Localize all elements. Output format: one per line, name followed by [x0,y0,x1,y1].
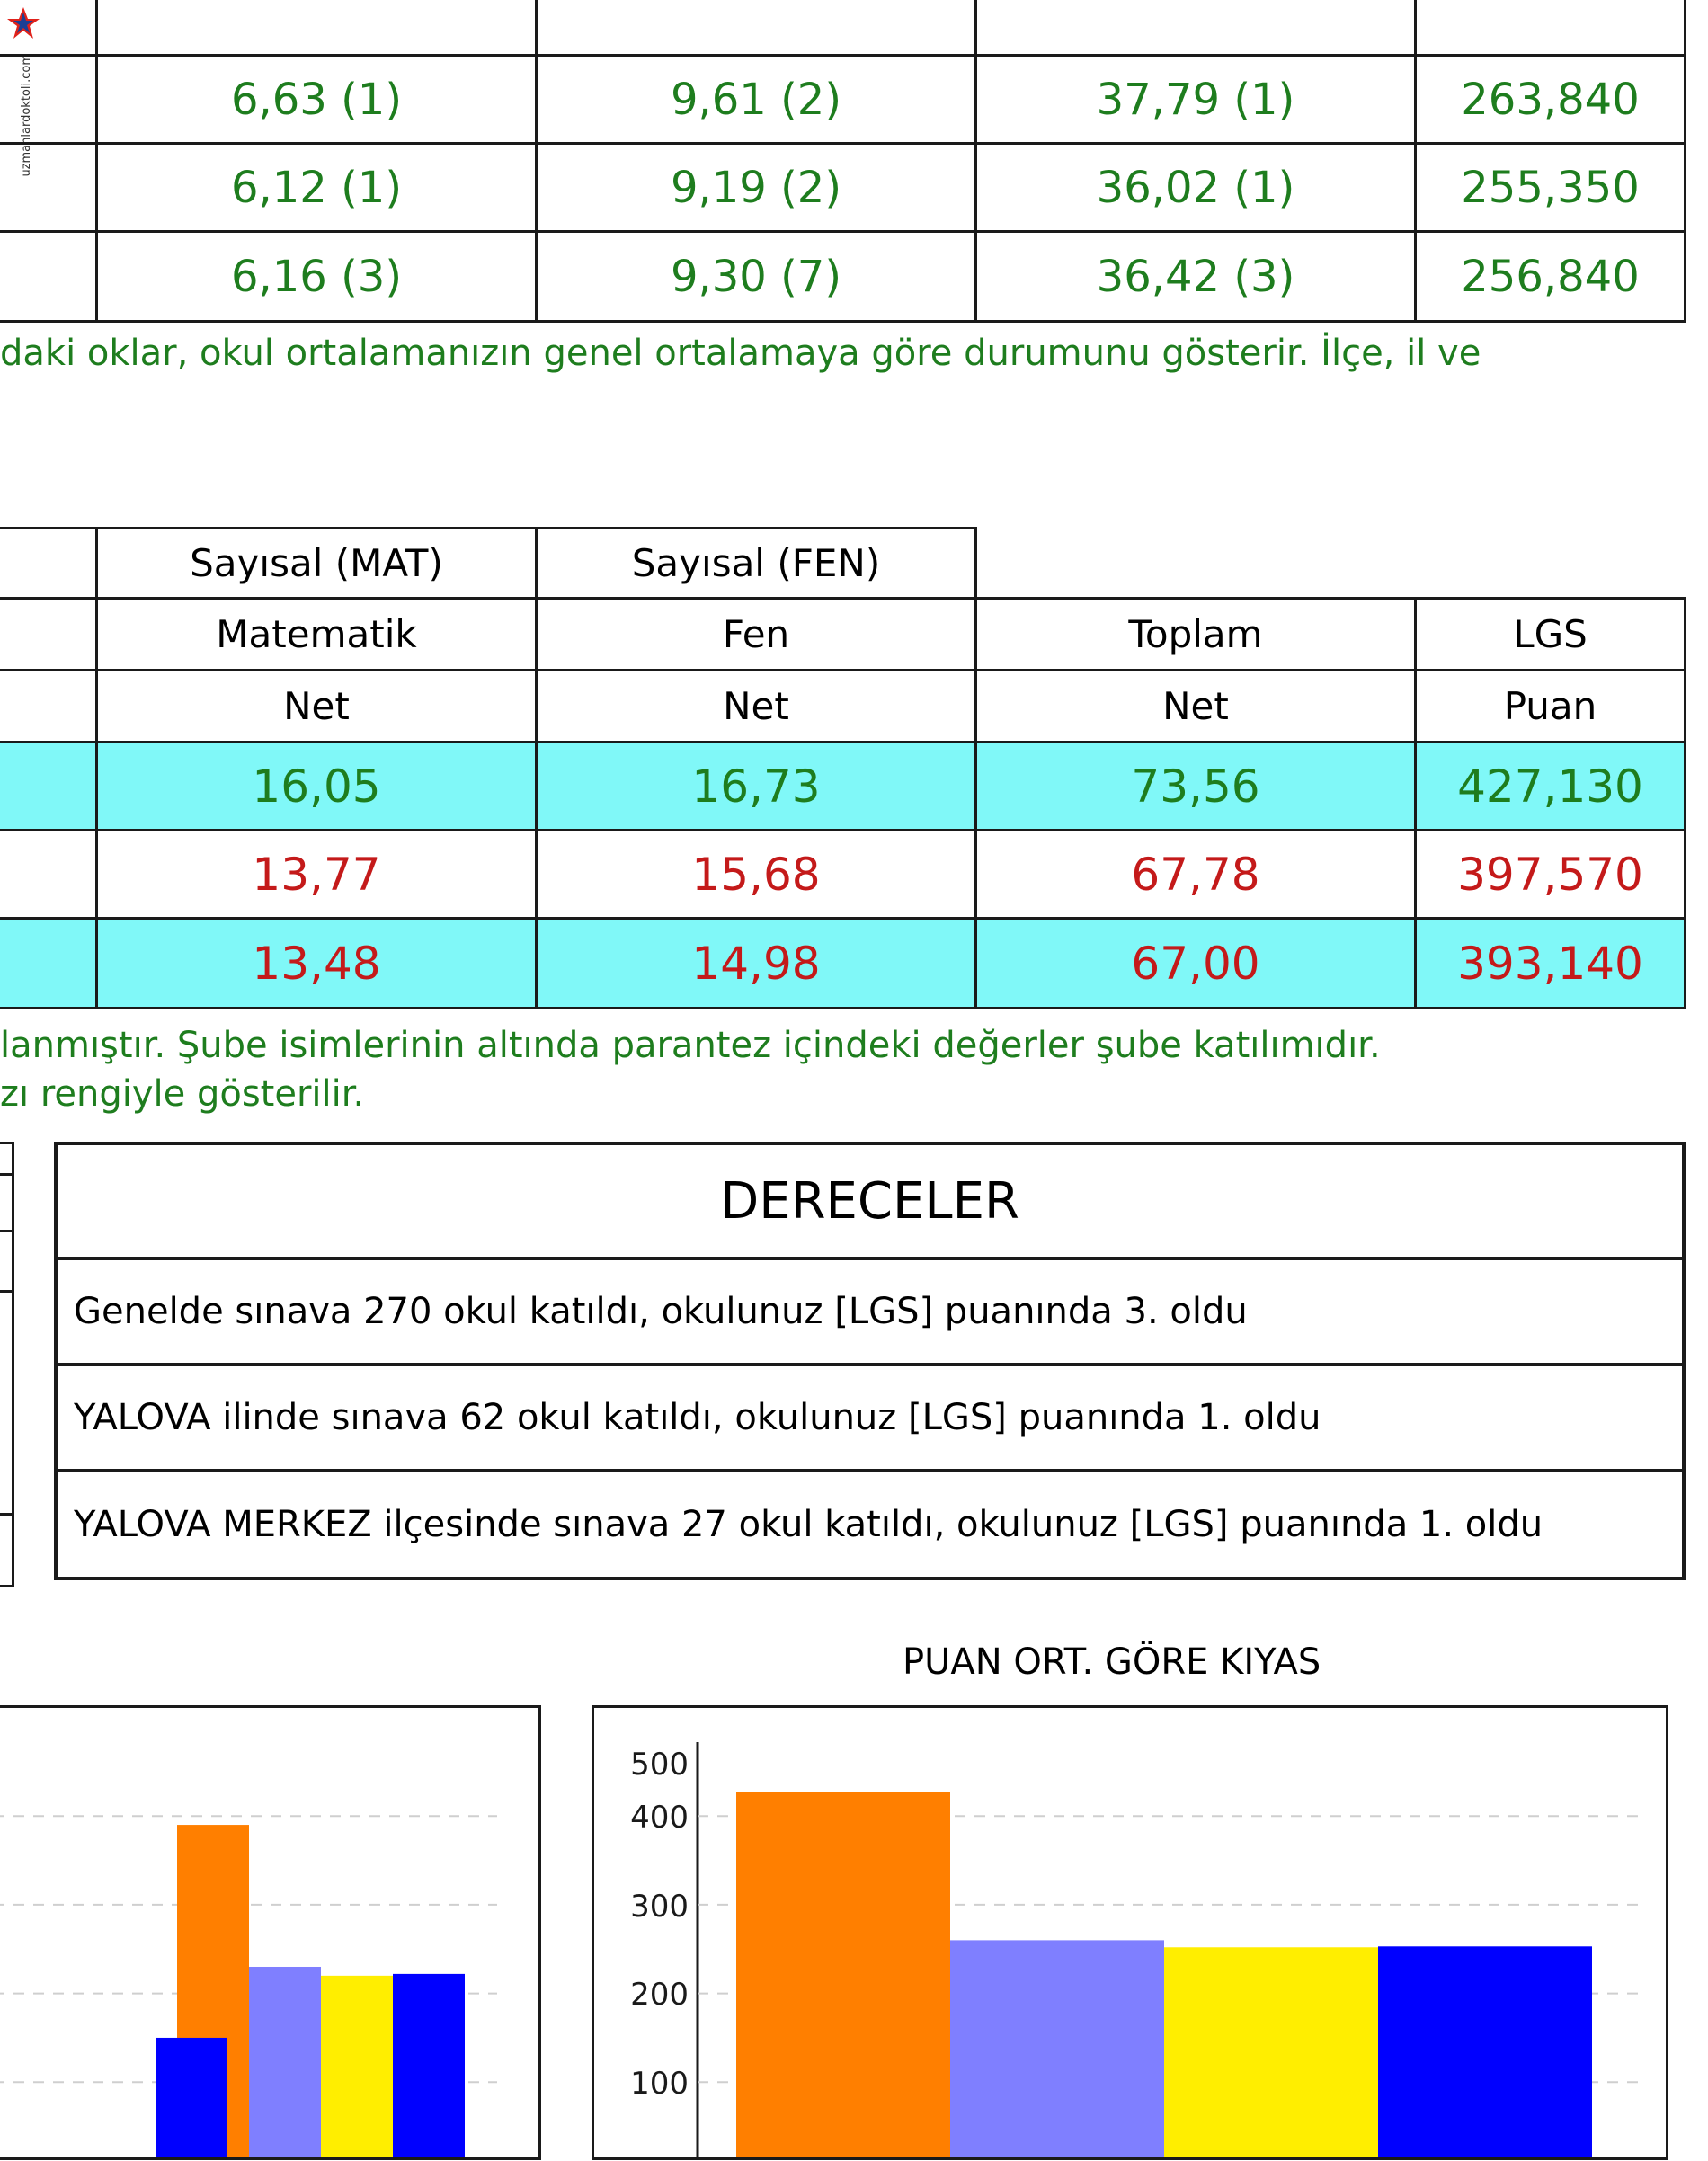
y-tick-label: 400 [630,1800,689,1836]
bar [321,1976,393,2157]
explanation-note: lanmıştır. Şube isimlerinin altında parantez içindeki değerler şube katılımıdır. [0,1025,1381,1066]
cell: 6,63 (1) [97,56,537,144]
table-row [0,919,1686,1009]
cell: 263,840 [1416,56,1686,144]
table-row [0,144,1686,232]
group-header-row [0,529,1686,599]
cell: 15,68 [537,831,976,919]
cell: 256,840 [1416,232,1686,322]
chart-title: PUAN ORT. GÖRE KIYAS [903,1641,1321,1683]
cell: 255,350 [1416,144,1686,232]
dereceler-title: DERECELER [56,1143,1684,1258]
table-row [0,232,1686,322]
explanation-note: daki oklar, okul ortalamanızın genel ortalamaya göre durumunu gösterir. İlçe, il ve [0,333,1481,374]
right-chart-svg [594,1708,1666,2157]
y-tick-label: 300 [630,1889,689,1925]
cell: 36,42 (3) [976,232,1416,322]
cell: 14,98 [537,919,976,1009]
cell: 16,73 [537,743,976,831]
ranking-line: YALOVA ilinde sınava 62 okul katıldı, okulunuz [LGS] puanında 1. oldu [56,1365,1684,1471]
left-bar-chart [0,1705,541,2160]
cell: 16,05 [97,743,537,831]
y-tick-label: 100 [630,2066,689,2102]
left-chart-svg [0,1708,538,2157]
cell: 9,19 (2) [537,144,976,232]
unit-header-row [0,671,1686,743]
bar [736,1792,950,2157]
score-comparison-chart [592,1705,1668,2160]
bar [249,1967,321,2157]
table-header-row-cropped [0,0,1686,56]
table-row [0,56,1686,144]
net-averages-table [0,0,1686,323]
group-header: Sayısal (FEN) [537,529,976,599]
bar [1164,1947,1378,2157]
table-row [0,743,1686,831]
subject-header: Toplam [976,599,1416,671]
watermark-site-text: uzmanlardoktoli.com [20,54,33,177]
cell: 73,56 [976,743,1416,831]
cell: 9,61 (2) [537,56,976,144]
cropped-left-table [0,1142,14,1587]
cell: 67,78 [976,831,1416,919]
dereceler-table [54,1142,1686,1580]
y-tick-label: 500 [630,1747,689,1783]
cell: 6,16 (3) [97,232,537,322]
cell: 13,77 [97,831,537,919]
cell: 13,48 [97,919,537,1009]
cell: 393,140 [1416,919,1686,1009]
subject-header: LGS [1416,599,1686,671]
unit-header: Net [97,671,537,743]
ranking-line: YALOVA MERKEZ ilçesinde sınava 27 okul katıldı, okulunuz [LGS] puanında 1. oldu [56,1471,1684,1579]
cell: 6,12 (1) [97,144,537,232]
cell: 36,02 (1) [976,144,1416,232]
bar [1378,1946,1592,2157]
score-table [0,527,1686,1009]
cell: 9,30 (7) [537,232,976,322]
unit-header: Net [976,671,1416,743]
unit-header: Puan [1416,671,1686,743]
subject-header: Fen [537,599,976,671]
cell: 67,00 [976,919,1416,1009]
cell: 37,79 (1) [976,56,1416,144]
bar [950,1940,1164,2157]
unit-header: Net [537,671,976,743]
y-tick-label: 200 [630,1977,689,2013]
subject-header-row [0,599,1686,671]
bar [393,1974,465,2157]
cell: 397,570 [1416,831,1686,919]
ranking-line: Genelde sınava 270 okul katıldı, okulunuz [LGS] puanında 3. oldu [56,1258,1684,1365]
group-header: Sayısal (MAT) [97,529,537,599]
table-row [0,831,1686,919]
subject-header: Matematik [97,599,537,671]
cell: 427,130 [1416,743,1686,831]
bar [156,2038,227,2157]
explanation-note: zı rengiyle gösterilir. [0,1073,365,1115]
